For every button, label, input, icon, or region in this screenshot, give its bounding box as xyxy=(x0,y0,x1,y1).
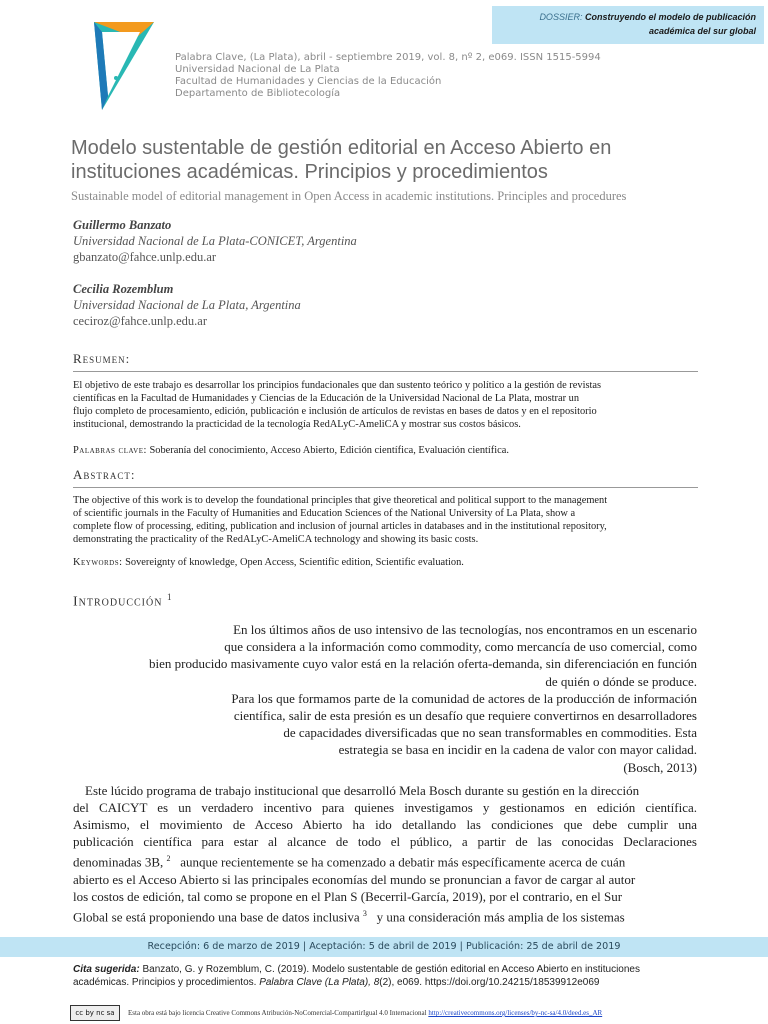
intro-heading xyxy=(73,592,172,611)
citation-text: académicas. Principios y procedimientos. xyxy=(73,977,257,988)
resumen-keywords xyxy=(73,444,696,457)
author-email[interactable]: gbanzato@fahce.unlp.edu.ar xyxy=(73,250,217,264)
keywords-text: Soberanía del conocimiento, Acceso Abierto, Edición científica, Evaluación científica. xyxy=(149,445,509,456)
abstract-divider xyxy=(73,487,698,488)
journal-logo xyxy=(90,18,160,114)
epigraph-quote xyxy=(100,621,697,776)
article-title-line1: Modelo sustentable de gestión editorial en Acceso Abierto en xyxy=(71,137,612,159)
license-link[interactable]: http://creativecommons.org/licenses/by-nc-sa/4.0/deed.es_AR xyxy=(428,1009,603,1017)
author-affiliation: Universidad Nacional de La Plata, Argentina xyxy=(73,298,301,312)
abstract-line: The objective of this work is to develop the foundational principles that give theoretical and political support to the management xyxy=(73,495,608,506)
dossier-title-line2: académica del sur global xyxy=(648,26,756,36)
author-affiliation: Universidad Nacional de La Plata-CONICET, Argentina xyxy=(73,234,357,248)
resumen-text xyxy=(73,379,696,431)
resumen-line: El objetivo de este trabajo es desarrollar los principios fundacionales que dan sustento teórico y político a la gestión de revistas xyxy=(73,380,602,391)
body-line: los costos de edición, tal como se propone en el Plan S (Becerril-García, 2019), por el contrario, en el Sur xyxy=(73,888,623,904)
abstract-line: demonstrating the practicality of the RedALyC-AmeliCA technology and showing its basic costs. xyxy=(73,534,479,545)
article-title-line2: instituciones académicas. Principios y procedimientos xyxy=(71,161,548,183)
resumen-heading: Resumen: xyxy=(73,351,131,366)
suggested-citation xyxy=(73,963,713,989)
quote-citation: (Bosch, 2013) xyxy=(623,759,697,775)
citation-label: Cita sugerida: xyxy=(73,964,140,975)
dossier-banner xyxy=(492,6,764,44)
body-line xyxy=(73,850,697,870)
body-text: Global se está proponiendo una base de datos inclusiva xyxy=(73,909,360,925)
abstract-line: complete flow of processing, editing, publication and inclusion of journal articles in databases and in the institutional repository, xyxy=(73,521,607,532)
body-line: Asimismo, el movimiento de Acceso Abierto ha ido detallando las condiciones que debe cumplir una xyxy=(73,817,697,833)
abstract-keywords xyxy=(73,556,696,569)
author-block xyxy=(73,281,473,329)
resumen-divider xyxy=(73,371,698,372)
quote-line: de capacidades diversificadas que no sean transformables en commodities. Esta xyxy=(283,725,697,741)
body-text: denominadas 3B, xyxy=(73,854,164,870)
license-statement: Esta obra está bajo licencia Creative Commons Atribución-NoComercial-CompartirIgual 4.0 Internacional xyxy=(128,1009,427,1017)
citation-doi[interactable]: (2), e069. https://doi.org/10.24215/18539912e069 xyxy=(379,977,600,988)
author-email[interactable]: ceciroz@fahce.unlp.edu.ar xyxy=(73,314,208,328)
body-text: aunque recientemente se ha comenzado a debatir más específicamente acerca de cuán xyxy=(180,854,626,870)
journal-line1: Palabra Clave, (La Plata), abril - septiembre 2019, vol. 8, nº 2, e069. ISSN 1515-5994 xyxy=(175,52,601,63)
article-subtitle: Sustainable model of editorial management in Open Access in academic institutions. Principles and procedures xyxy=(71,189,627,203)
dossier-label: DOSSIER: xyxy=(539,12,583,22)
quote-line: bien producido masivamente cuyo valor está en la relación oferta-demanda, sin diferenciación en función xyxy=(149,656,697,672)
resumen-line: flujo completo de procesamiento, edición, publicación e inclusión de artículos de revistas en bases de datos y en el repositorio xyxy=(73,406,597,417)
author-name: Guillermo Banzato xyxy=(73,218,172,232)
quote-line: Para los que formamos parte de la comunidad de actores de la producción de información xyxy=(231,690,697,706)
quote-line: de quién o dónde se produce. xyxy=(545,673,697,689)
dossier-title-line1: Construyendo el modelo de publicación xyxy=(584,12,756,22)
cc-license-icon[interactable]: cc by nc sa xyxy=(70,1005,120,1021)
intro-heading-text: Introducción xyxy=(73,594,163,610)
keywords-text: Sovereignty of knowledge, Open Access, Scientific edition, Scientific evaluation. xyxy=(125,557,464,568)
author-block xyxy=(73,217,473,265)
keywords-label: Keywords: xyxy=(73,557,123,568)
journal-line2: Universidad Nacional de La Plata xyxy=(175,64,340,75)
resumen-line: institucional, demostrando la practicidad de la tecnología RedALyC-AmeliCA y mostrar sus costos básicos. xyxy=(73,419,521,430)
quote-line: En los últimos años de uso intensivo de las tecnologías, nos encontramos en un escenario xyxy=(233,622,697,637)
body-line: publicación científica para estar al alcance de todo el público, a partir de las conocidas Declaraciones xyxy=(73,834,697,850)
footnote-ref[interactable]: 2 xyxy=(166,854,171,864)
journal-info xyxy=(175,52,655,100)
footnote-ref[interactable]: 1 xyxy=(166,592,173,602)
author-name: Cecilia Rozemblum xyxy=(73,282,174,296)
quote-line: que considera a la información como commodity, como mercancía de uso comercial, como xyxy=(224,639,697,655)
article-title xyxy=(71,136,711,184)
body-line: abierto es el Acceso Abierto si las principales economías del mundo se pronuncian a favor de cargar al autor xyxy=(73,871,636,887)
abstract-text xyxy=(73,494,696,546)
body-line xyxy=(73,905,697,925)
quote-line: estrategia se basa en incidir en la cadena de valor con mayor calidad. xyxy=(338,742,697,758)
abstract-line: of scientific journals in the Faculty of Humanities and Education Sciences of the National University of La Plata, show a xyxy=(73,508,576,519)
keywords-label: Palabras clave: xyxy=(73,445,147,456)
publication-dates: Recepción: 6 de marzo de 2019 | Aceptación: 5 de abril de 2019 | Publicación: 25 de abril de 2019 xyxy=(0,937,768,957)
body-line: del CAICYT es un verdadero incentivo para quienes investigamos y gestionamos en edición científica. xyxy=(73,800,697,816)
footnote-ref[interactable]: 3 xyxy=(362,908,367,918)
body-line: Este lúcido programa de trabajo institucional que desarrolló Mela Bosch durante su gestión en la dirección xyxy=(85,783,640,798)
journal-line3: Facultad de Humanidades y Ciencias de la Educación xyxy=(175,76,442,87)
abstract-heading: Abstract: xyxy=(73,467,136,482)
resumen-line: científicas en la Facultad de Humanidades y Ciencias de la Educación de la Universidad Nacional de La Plata, mostrar un xyxy=(73,393,580,404)
citation-text: Banzato, G. y Rozemblum, C. (2019). Modelo sustentable de gestión editorial en Acceso Abierto en instituciones xyxy=(142,964,640,975)
citation-journal: Palabra Clave (La Plata), 8 xyxy=(259,977,380,988)
license-text xyxy=(128,1009,748,1018)
body-text: y una consideración más amplia de los sistemas xyxy=(376,909,625,925)
intro-body xyxy=(73,782,697,925)
quote-line: científica, salir de esta presión es un desafío que requiere convertirnos en desarrolladores xyxy=(233,708,697,724)
journal-line4: Departamento de Bibliotecología xyxy=(175,88,341,99)
